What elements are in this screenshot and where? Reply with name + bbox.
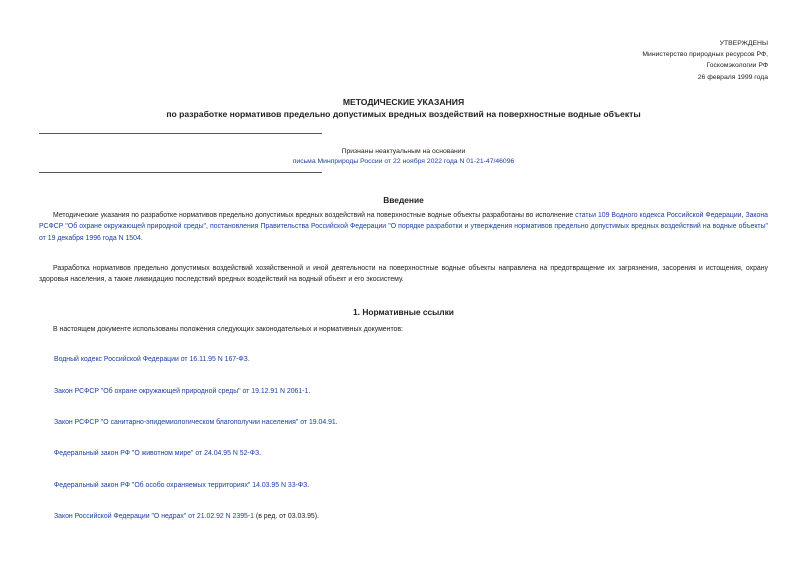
approval-date: 26 февраля 1999 года xyxy=(697,73,768,81)
reference-link[interactable]: Федеральный закон РФ "Об особо охраняемых территориях" 14.03.95 N 33-ФЗ xyxy=(54,482,308,489)
title-sub: по разработке нормативов предельно допустимых вредных воздействий на поверхностные водные объекты xyxy=(166,108,641,119)
divider-bottom xyxy=(39,172,322,173)
reference-item xyxy=(54,512,319,522)
approval-authority-2: Госкомэкологии РФ xyxy=(706,62,768,70)
intro-p1-text-1: Методические указания по разработке нормативов предельно допустимых вредных воздействий на поверхностные водные объекты разработаны во исполнение xyxy=(53,212,576,219)
section-heading-introduction: Введение xyxy=(383,195,424,205)
reference-tail: . xyxy=(307,482,310,489)
divider-top xyxy=(39,133,322,134)
reference-link[interactable]: Закон РСФСР "Об охране окружающей природной среды" от 19.12.91 N 2061-1 xyxy=(54,388,309,395)
reference-link[interactable]: Федеральный закон РФ "О животном мире" от 24.04.95 N 52-ФЗ xyxy=(54,450,260,457)
section1-intro: В настоящем документе использованы положения следующих законодательных и нормативных документов: xyxy=(53,326,403,333)
reference-link[interactable]: Закон РСФСР "О санитарно-эпидемиологическом благополучии населения" от 19.04.91 xyxy=(54,419,336,426)
status-note xyxy=(0,147,807,166)
reference-item xyxy=(54,449,261,459)
reference-item xyxy=(54,481,309,491)
approval-status: УТВЕРЖДЕНЫ xyxy=(719,40,768,47)
reference-tail: . xyxy=(259,450,262,457)
document-title xyxy=(0,97,807,120)
reference-tail: . xyxy=(308,388,311,395)
status-note-text: Признаны неактуальным на основании xyxy=(341,148,466,155)
reference-item xyxy=(54,387,310,397)
status-note-link[interactable]: письма Минприроды России от 22 ноября 2022 года N 01-21-47/46096 xyxy=(292,157,515,165)
link-environment-law[interactable]: Закона РСФСР "Об охране окружающей природной среды" xyxy=(39,212,768,231)
intro-paragraph-2: Разработка нормативов предельно допустимых воздействий хозяйственной и иной деятельности на поверхностные водные объекты направлена на предотвращение их загрязнения, засорения и истощения, охрану здоровья населения, а также ликвидацию последствий вредных воздействий на водный объект и его экосистему. xyxy=(39,265,768,284)
reference-link[interactable]: Закон Российской Федерации "О недрах" от 21.02.92 N 2395-1 xyxy=(54,513,255,520)
link-water-code-art109[interactable]: статьи 109 Водного кодекса Российской Федерации xyxy=(575,212,742,219)
reference-link[interactable]: Водный кодекс Российской Федерации от 16.11.95 N 167-ФЗ xyxy=(54,356,248,363)
reference-item xyxy=(54,355,250,365)
approval-block xyxy=(642,38,768,83)
intro-p1-text-3: , xyxy=(205,223,211,231)
intro-p1-text-4: . xyxy=(140,234,143,242)
intro-paragraph-1 xyxy=(39,210,768,244)
title-main: МЕТОДИЧЕСКИЕ УКАЗАНИЯ xyxy=(342,97,465,107)
reference-item xyxy=(54,418,338,428)
reference-tail: . xyxy=(335,419,338,426)
reference-tail: (в ред. от 03.03.95). xyxy=(254,513,319,520)
link-government-resolution-1504[interactable]: постановления Правительства Российской Федерации "О порядке разработки и утверждения нормативов предельно допустимых вредных воздействий на водные объекты" от 19 декабря 1996 года N 1504 xyxy=(39,223,768,242)
reference-tail: . xyxy=(247,356,250,363)
section-heading-normative-refs: 1. Нормативные ссылки xyxy=(353,307,454,317)
approval-authority-1: Министерство природных ресурсов РФ, xyxy=(642,51,768,59)
intro-p1-text-2: , xyxy=(741,212,746,219)
